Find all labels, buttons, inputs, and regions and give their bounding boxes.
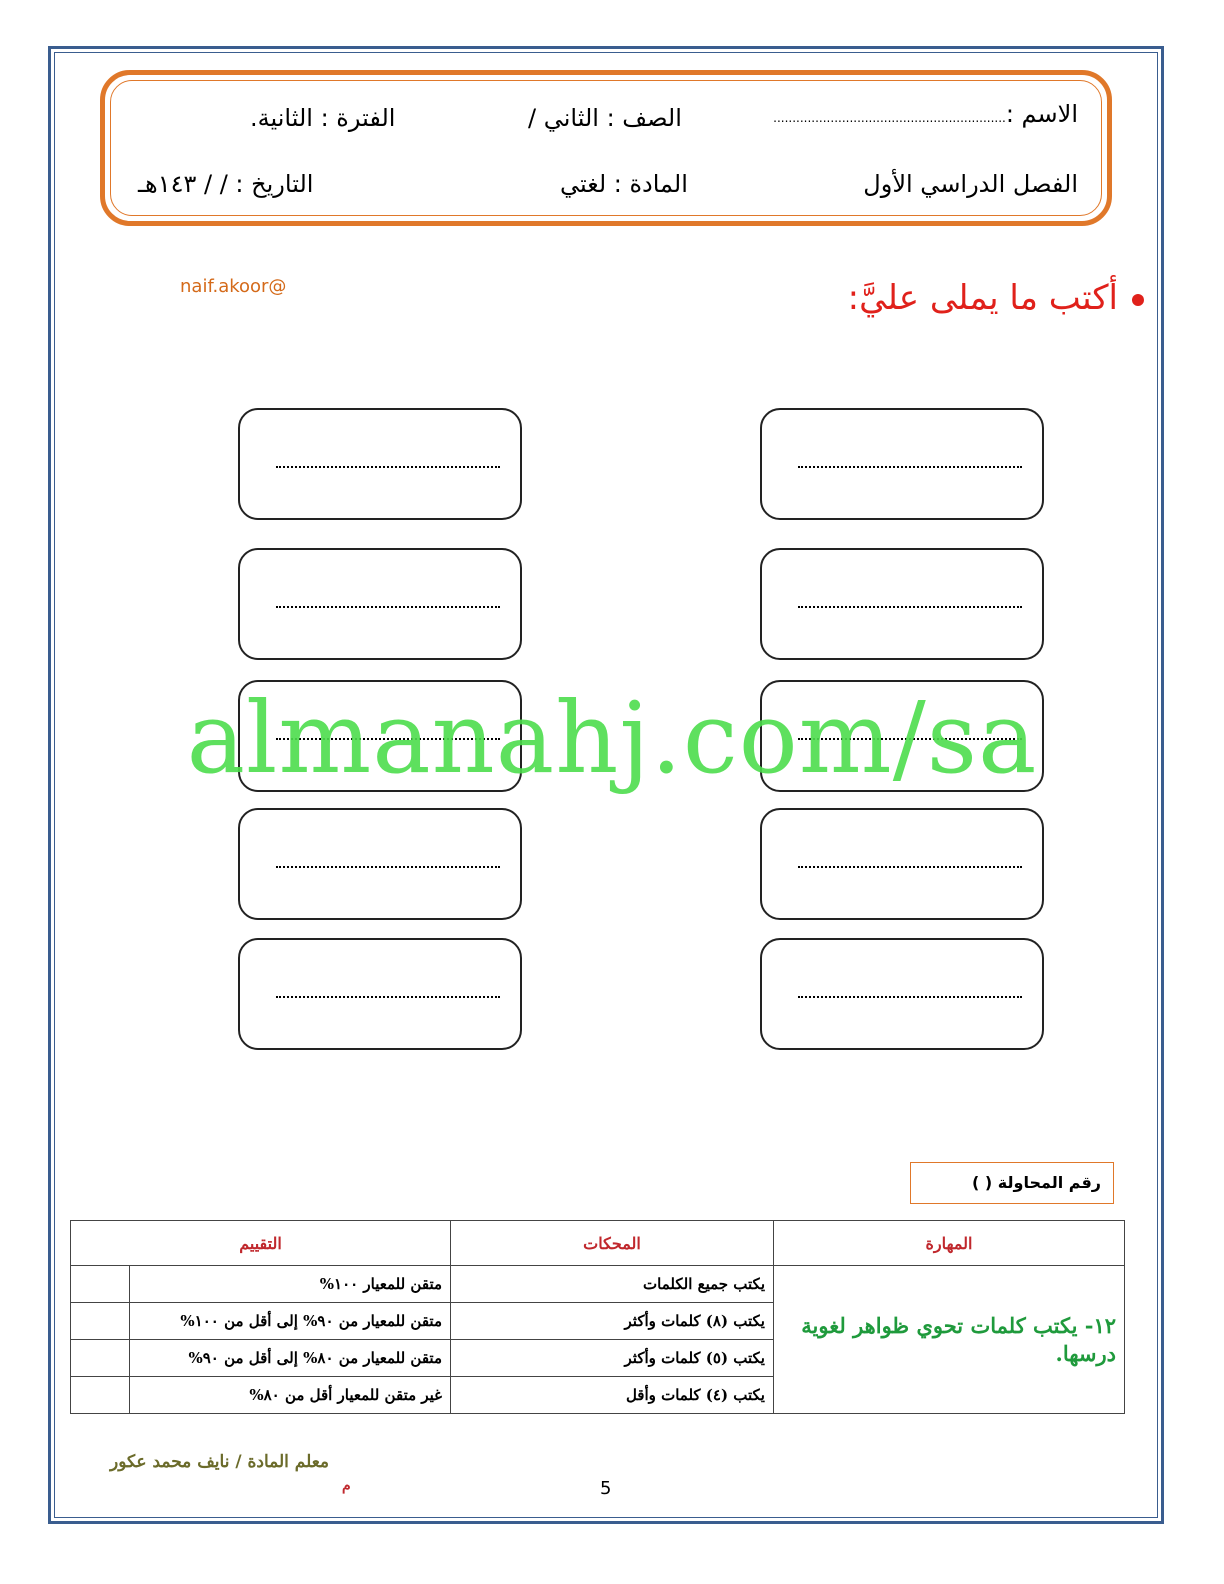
answer-box[interactable]: [760, 680, 1044, 792]
level-cell: متقن للمعيار من ٨٠% إلى أقل من ٩٠%: [130, 1340, 451, 1377]
table-row: [71, 1266, 1125, 1303]
date-label: التاريخ : / / ١٤٣هـ: [138, 170, 314, 198]
answer-box[interactable]: [760, 408, 1044, 520]
grade-label: الصف : الثاني /: [528, 104, 682, 132]
level-cell: غير متقن للمعيار أقل من ٨٠%: [130, 1377, 451, 1414]
subject-label: المادة : لغتي: [560, 170, 688, 198]
score-cell[interactable]: [71, 1266, 130, 1303]
bullet-icon: [1132, 294, 1144, 306]
score-cell[interactable]: [71, 1340, 130, 1377]
score-cell[interactable]: [71, 1303, 130, 1340]
period-label: الفترة : الثانية.: [250, 104, 396, 132]
rubric-header-row: [71, 1221, 1125, 1266]
answer-box[interactable]: [238, 408, 522, 520]
name-field: [773, 100, 1078, 128]
level-cell: متقن للمعيار من ٩٠% إلى أقل من ١٠٠%: [130, 1303, 451, 1340]
criterion-cell: يكتب (٤) كلمات وأقل: [451, 1377, 774, 1414]
instruction: [848, 278, 1144, 318]
teacher-mark: م: [342, 1478, 351, 1494]
watermark: almanahj.com/sa: [186, 682, 1038, 796]
answer-line: [276, 738, 500, 740]
answer-line: [276, 866, 500, 868]
score-cell[interactable]: [71, 1377, 130, 1414]
answer-box[interactable]: [760, 938, 1044, 1050]
answer-box[interactable]: [238, 938, 522, 1050]
semester-label: الفصل الدراسي الأول: [863, 170, 1078, 198]
rubric-table: [70, 1220, 1125, 1414]
answer-box[interactable]: [238, 548, 522, 660]
answer-line: [276, 996, 500, 998]
criterion-cell: يكتب (٥) كلمات وأكثر: [451, 1340, 774, 1377]
name-dots: .............................................................: [773, 111, 1006, 125]
answer-line: [276, 466, 500, 468]
criterion-cell: يكتب (٨) كلمات وأكثر: [451, 1303, 774, 1340]
criteria-header: المحكات: [451, 1221, 774, 1266]
level-cell: متقن للمعيار ١٠٠%: [130, 1266, 451, 1303]
answer-box[interactable]: [760, 548, 1044, 660]
name-label: الاسم :: [1005, 100, 1078, 128]
page-number: 5: [600, 1478, 612, 1499]
criterion-cell: يكتب جميع الكلمات: [451, 1266, 774, 1303]
answer-line: [798, 996, 1022, 998]
instruction-text: أكتب ما يملى عليَّ:: [847, 278, 1118, 318]
answer-box[interactable]: [238, 680, 522, 792]
answer-line: [276, 606, 500, 608]
answer-box[interactable]: [760, 808, 1044, 920]
attempt-number: رقم المحاولة ( ): [910, 1162, 1114, 1204]
skill-header: المهارة: [774, 1221, 1125, 1266]
assessment-header: التقييم: [71, 1221, 451, 1266]
answer-line: [798, 466, 1022, 468]
answer-line: [798, 866, 1022, 868]
answer-box[interactable]: [238, 808, 522, 920]
answer-line: [798, 738, 1022, 740]
teacher-name: معلم المادة / نايف محمد عكور: [110, 1452, 330, 1472]
skill-text: ١٢- يكتب كلمات تحوي ظواهر لغوية درسها.: [774, 1266, 1125, 1414]
author-handle: naif.akoor@: [180, 276, 287, 297]
answer-line: [798, 606, 1022, 608]
